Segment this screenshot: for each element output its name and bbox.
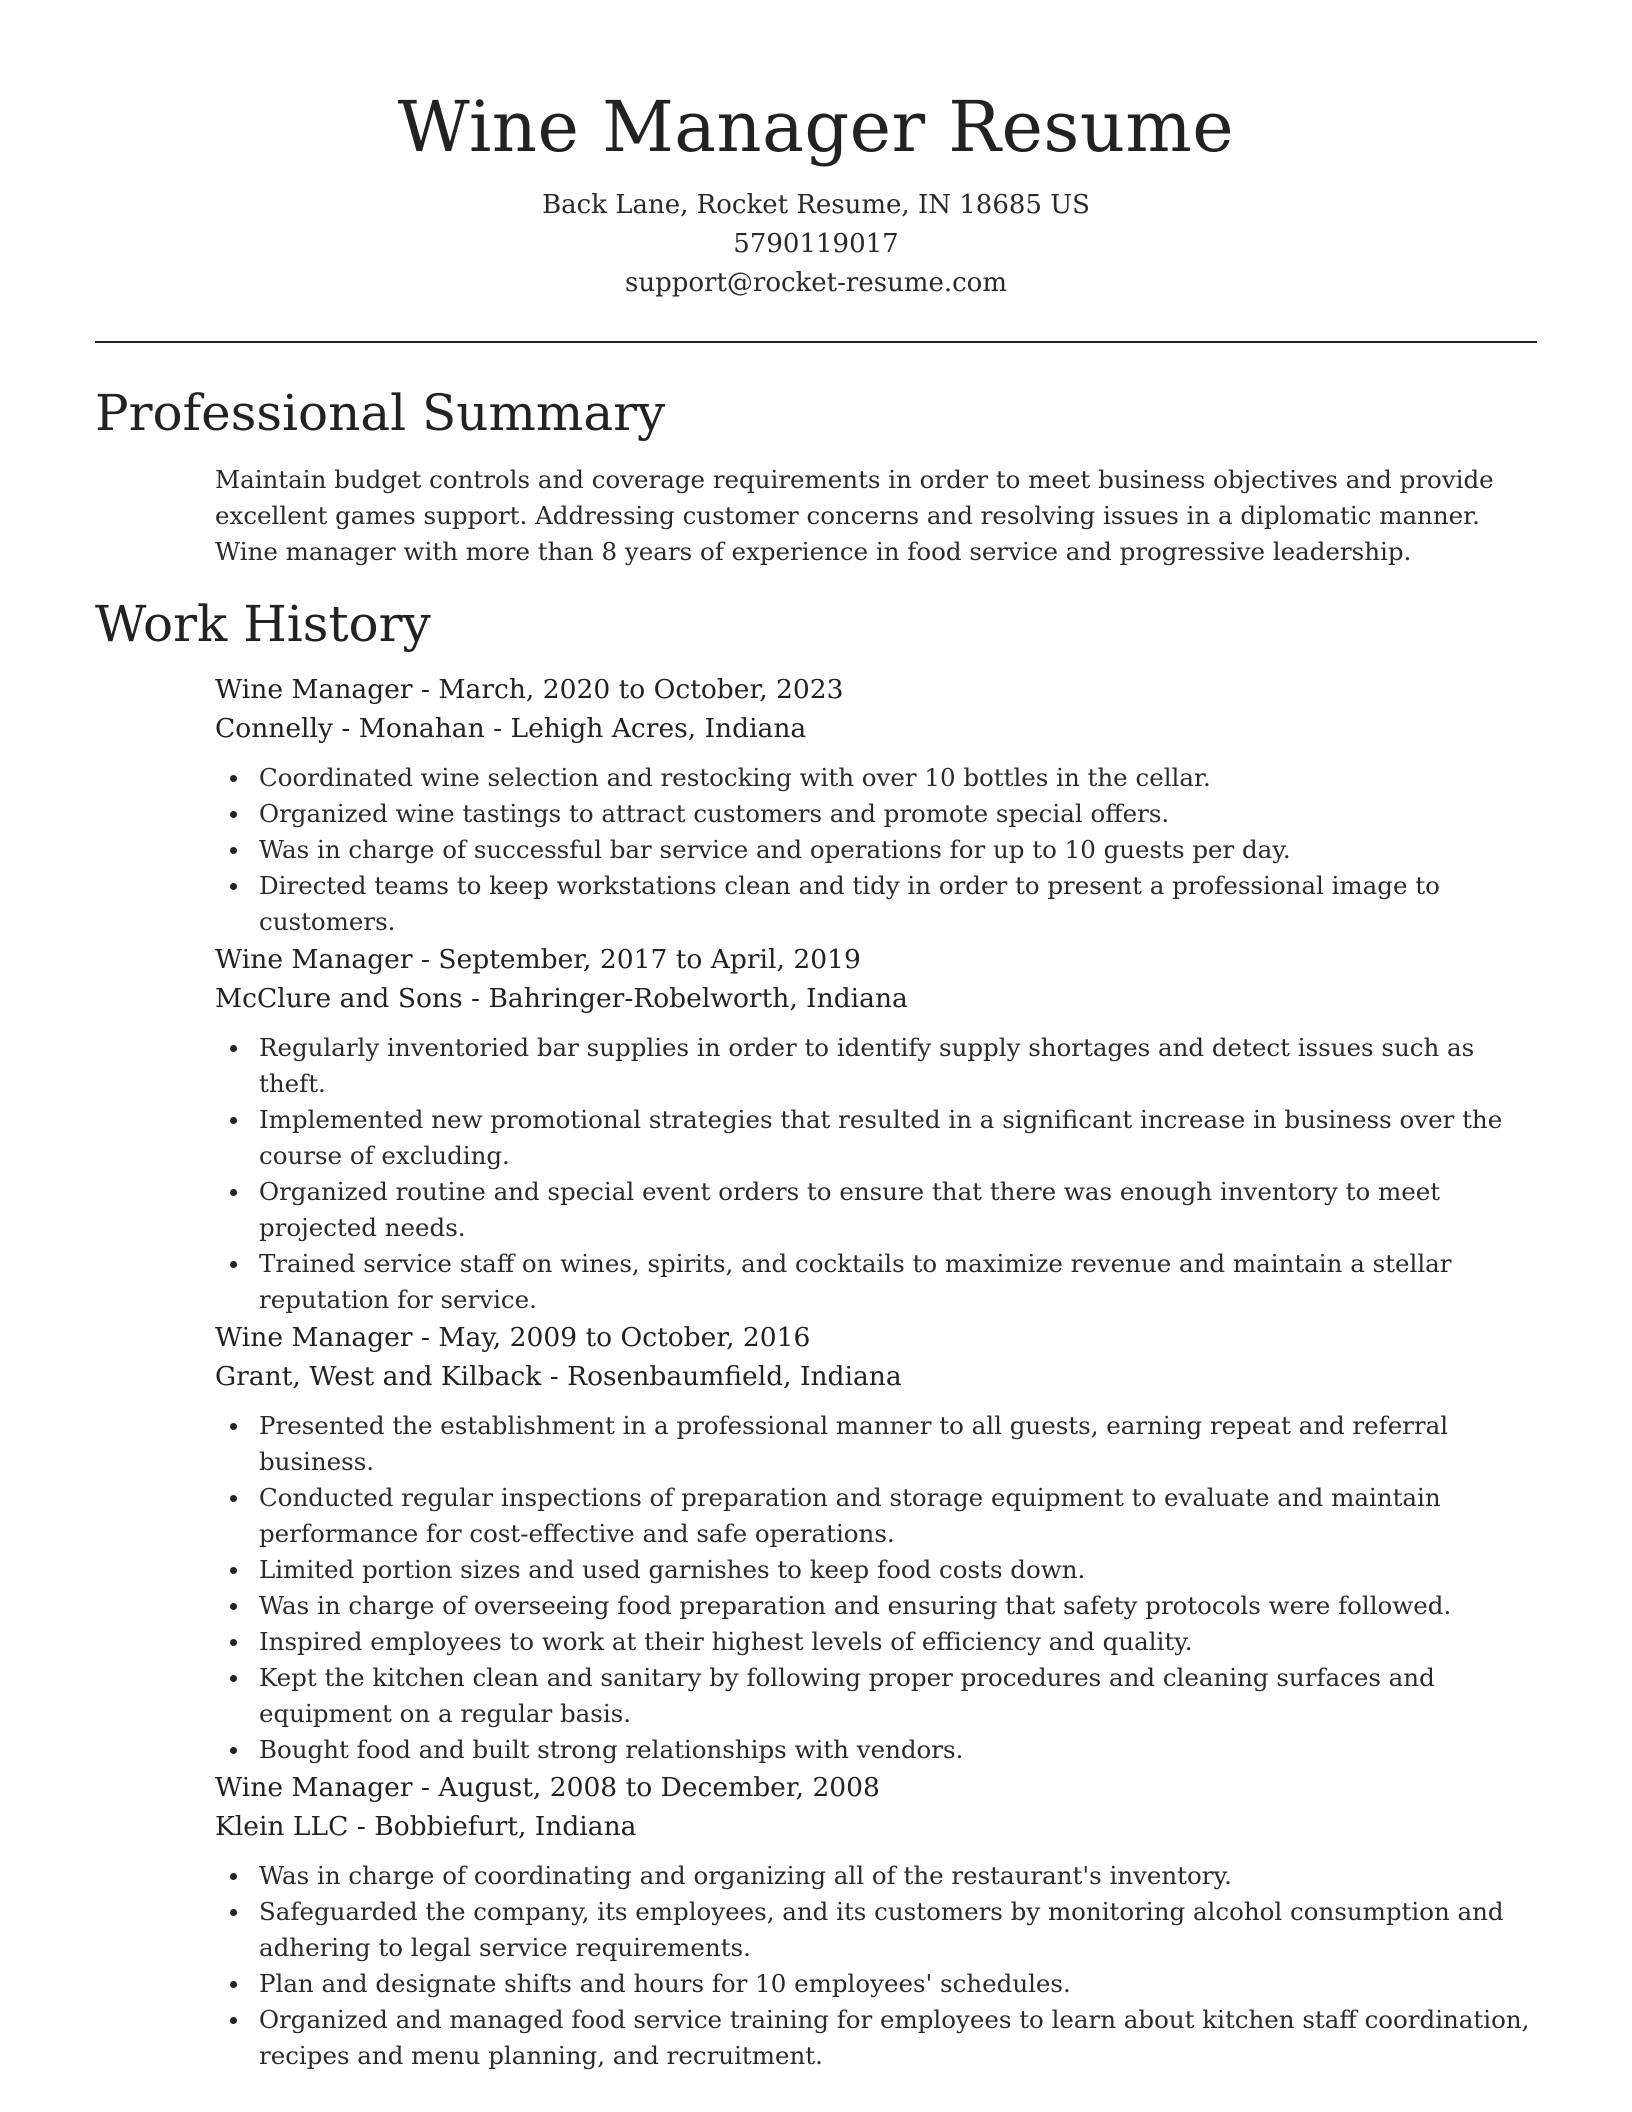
job-bullet: Conducted regular inspections of preparation and storage equipment to evaluate and maintain performance for cost-effective and safe operations. xyxy=(259,1480,1545,1552)
job-separator: - xyxy=(493,713,503,744)
job-company-line xyxy=(215,1807,1545,1846)
job-bullet: Limited portion sizes and used garnishes to keep food costs down. xyxy=(259,1552,1545,1588)
summary-text: Maintain budget controls and coverage requirements in order to meet business objectives and provide excellent games support. Addressing customer concerns and resolving issues in a diplomatic manner. Wine manager with more than 8 years of experience in food service and progressive leadership. xyxy=(215,465,1494,566)
contact-phone: 5790119017 xyxy=(733,229,899,259)
job-title: Wine Manager xyxy=(215,1322,413,1353)
job-bullet: Organized wine tastings to attract customers and promote special offers. xyxy=(259,796,1545,832)
contact-block xyxy=(0,186,1632,303)
header-divider xyxy=(95,341,1537,343)
job-entry xyxy=(215,940,1545,1318)
job-company-line xyxy=(215,979,1545,1018)
resume-header xyxy=(0,82,1632,303)
page-title: Wine Manager Resume xyxy=(397,86,1235,168)
job-bullet: Safeguarded the company, its employees, and its customers by monitoring alcohol consumption and adhering to legal service requirements. xyxy=(259,1894,1545,1966)
job-bullet: Inspired employees to work at their highest levels of efficiency and quality. xyxy=(259,1624,1545,1660)
job-bullet: Organized routine and special event orders to ensure that there was enough inventory to meet projected needs. xyxy=(259,1174,1545,1246)
section-title-summary: Professional Summary xyxy=(95,384,666,442)
job-separator: - xyxy=(420,1772,430,1803)
job-entry xyxy=(215,1768,1545,2074)
job-title: Wine Manager xyxy=(215,674,413,705)
job-company: McClure and Sons xyxy=(215,983,463,1014)
section-title-work-history: Work History xyxy=(95,595,431,653)
job-location: Bahringer-Robelworth, Indiana xyxy=(488,983,908,1014)
job-bullet: Presented the establishment in a professional manner to all guests, earning repeat and referral business. xyxy=(259,1408,1545,1480)
job-company-line xyxy=(215,1357,1545,1396)
job-location: Rosenbaumfield, Indiana xyxy=(567,1361,902,1392)
contact-address: Back Lane, Rocket Resume, IN 18685 US xyxy=(542,190,1090,220)
job-company-line xyxy=(215,709,1545,748)
job-dates: September, 2017 to April, 2019 xyxy=(438,944,861,975)
job-bullet: Regularly inventoried bar supplies in order to identify supply shortages and detect issues such as theft. xyxy=(259,1030,1545,1102)
job-bullet: Implemented new promotional strategies that resulted in a significant increase in business over the course of excluding. xyxy=(259,1102,1545,1174)
job-company: Connelly - Monahan xyxy=(215,713,485,744)
job-company: Klein LLC xyxy=(215,1811,349,1842)
job-company: Grant, West and Kilback xyxy=(215,1361,542,1392)
job-bullet: Kept the kitchen clean and sanitary by following proper procedures and cleaning surfaces and equipment on a regular basis. xyxy=(259,1660,1545,1732)
job-bullets xyxy=(215,760,1545,940)
job-title: Wine Manager xyxy=(215,1772,413,1803)
job-bullet: Trained service staff on wines, spirits, and cocktails to maximize revenue and maintain a stellar reputation for service. xyxy=(259,1246,1545,1318)
job-entry xyxy=(215,1318,1545,1768)
job-bullet: Bought food and built strong relationships with vendors. xyxy=(259,1732,1545,1768)
job-bullet: Directed teams to keep workstations clean and tidy in order to present a professional image to customers. xyxy=(259,868,1545,940)
job-separator: - xyxy=(471,983,481,1014)
job-bullet: Coordinated wine selection and restocking with over 10 bottles in the cellar. xyxy=(259,760,1545,796)
job-bullet: Organized and managed food service training for employees to learn about kitchen staff coordination, recipes and menu planning, and recruitment. xyxy=(259,2002,1545,2074)
job-bullets xyxy=(215,1030,1545,1318)
job-location: Bobbiefurt, Indiana xyxy=(374,1811,637,1842)
contact-email: support@rocket-resume.com xyxy=(624,268,1007,298)
job-title: Wine Manager xyxy=(215,944,413,975)
job-dates: August, 2008 to December, 2008 xyxy=(438,1772,880,1803)
job-bullet: Was in charge of successful bar service and operations for up to 10 guests per day. xyxy=(259,832,1545,868)
job-title-line xyxy=(215,1318,1545,1357)
job-bullet: Was in charge of coordinating and organizing all of the restaurant's inventory. xyxy=(259,1858,1545,1894)
job-bullets xyxy=(215,1408,1545,1768)
job-dates: March, 2020 to October, 2023 xyxy=(438,674,844,705)
job-entry xyxy=(215,670,1545,940)
job-title-line xyxy=(215,1768,1545,1807)
job-title-line xyxy=(215,940,1545,979)
job-separator: - xyxy=(420,674,430,705)
job-separator: - xyxy=(549,1361,559,1392)
job-title-line xyxy=(215,670,1545,709)
job-separator: - xyxy=(356,1811,366,1842)
job-dates: May, 2009 to October, 2016 xyxy=(438,1322,811,1353)
job-bullets xyxy=(215,1858,1545,2074)
job-location: Lehigh Acres, Indiana xyxy=(510,713,807,744)
job-bullet: Plan and designate shifts and hours for 10 employees' schedules. xyxy=(259,1966,1545,2002)
job-separator: - xyxy=(420,944,430,975)
job-separator: - xyxy=(420,1322,430,1353)
job-bullet: Was in charge of overseeing food preparation and ensuring that safety protocols were followed. xyxy=(259,1588,1545,1624)
